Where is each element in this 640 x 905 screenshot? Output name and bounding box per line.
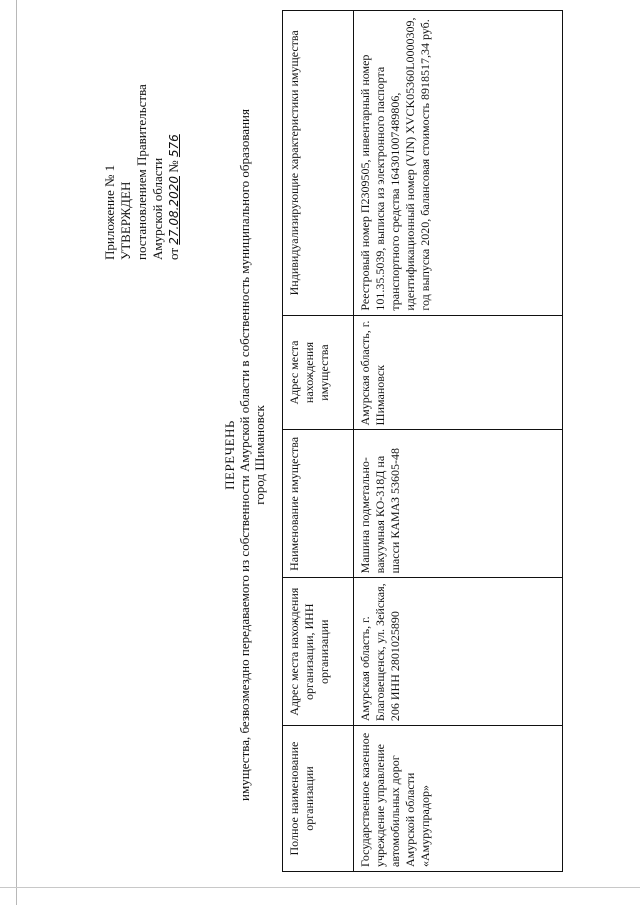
header-org-address: Адрес места нахождения организации, ИНН организации [283,578,354,726]
appendix-number: Приложение № 1 [102,164,117,260]
cell-characteristics: Реестровый номер П2309505, инвентарный номер 101.35.5039, выписка из электронного паспорта транспортного средства 164301007489806, идентификационный номер (VIN) XVCK05360L0000309, год выпуска 2020, балансовая стоимость 8918517,34 руб. [354,11,563,316]
property-table [282,10,563,872]
table-header-row [283,11,354,872]
appendix-block [102,20,182,260]
header-characteristics: Индивидуализирующие характеристики имущества [283,11,354,316]
cell-property-address: Амурская область, г. Шимановск [354,315,563,430]
date-value: 27.08.2020 [167,176,181,245]
number-value: 576 [167,134,181,158]
date-prefix: от [166,247,181,260]
header-property-address: Адрес места нахождения имущества [283,315,354,430]
cell-org-name: Государственное казенное учреждение управление автомобильных дорог Амурской области «Амурупрадор» [354,726,563,872]
appendix-region: Амурской области [150,157,165,260]
header-org-name: Полное наименование организации [283,726,354,872]
header-property-name: Наименование имущества [283,430,354,578]
heading-line-2: город Шимановск [252,405,267,505]
appendix-date-line [166,20,182,260]
number-prefix: № [166,160,181,173]
heading-title: ПЕРЕЧЕНЬ [222,420,237,490]
document-heading [222,40,267,870]
appendix-decree: постановлением Правительства [134,84,149,260]
cell-org-address: Амурская область, г. Благовещенск, ул. Зейская, 206 ИНН 2801025890 [354,578,563,726]
table-row [354,11,563,872]
heading-line-1: имущества, безвозмездно передаваемого из собственности Амурской области в собственность муниципального образования [237,109,252,801]
appendix-approved: УТВЕРЖДЕН [118,181,133,260]
cell-property-name: Машина подметально-вакуумная КО-318Д на шасси КАМАЗ 53605-48 [354,430,563,578]
